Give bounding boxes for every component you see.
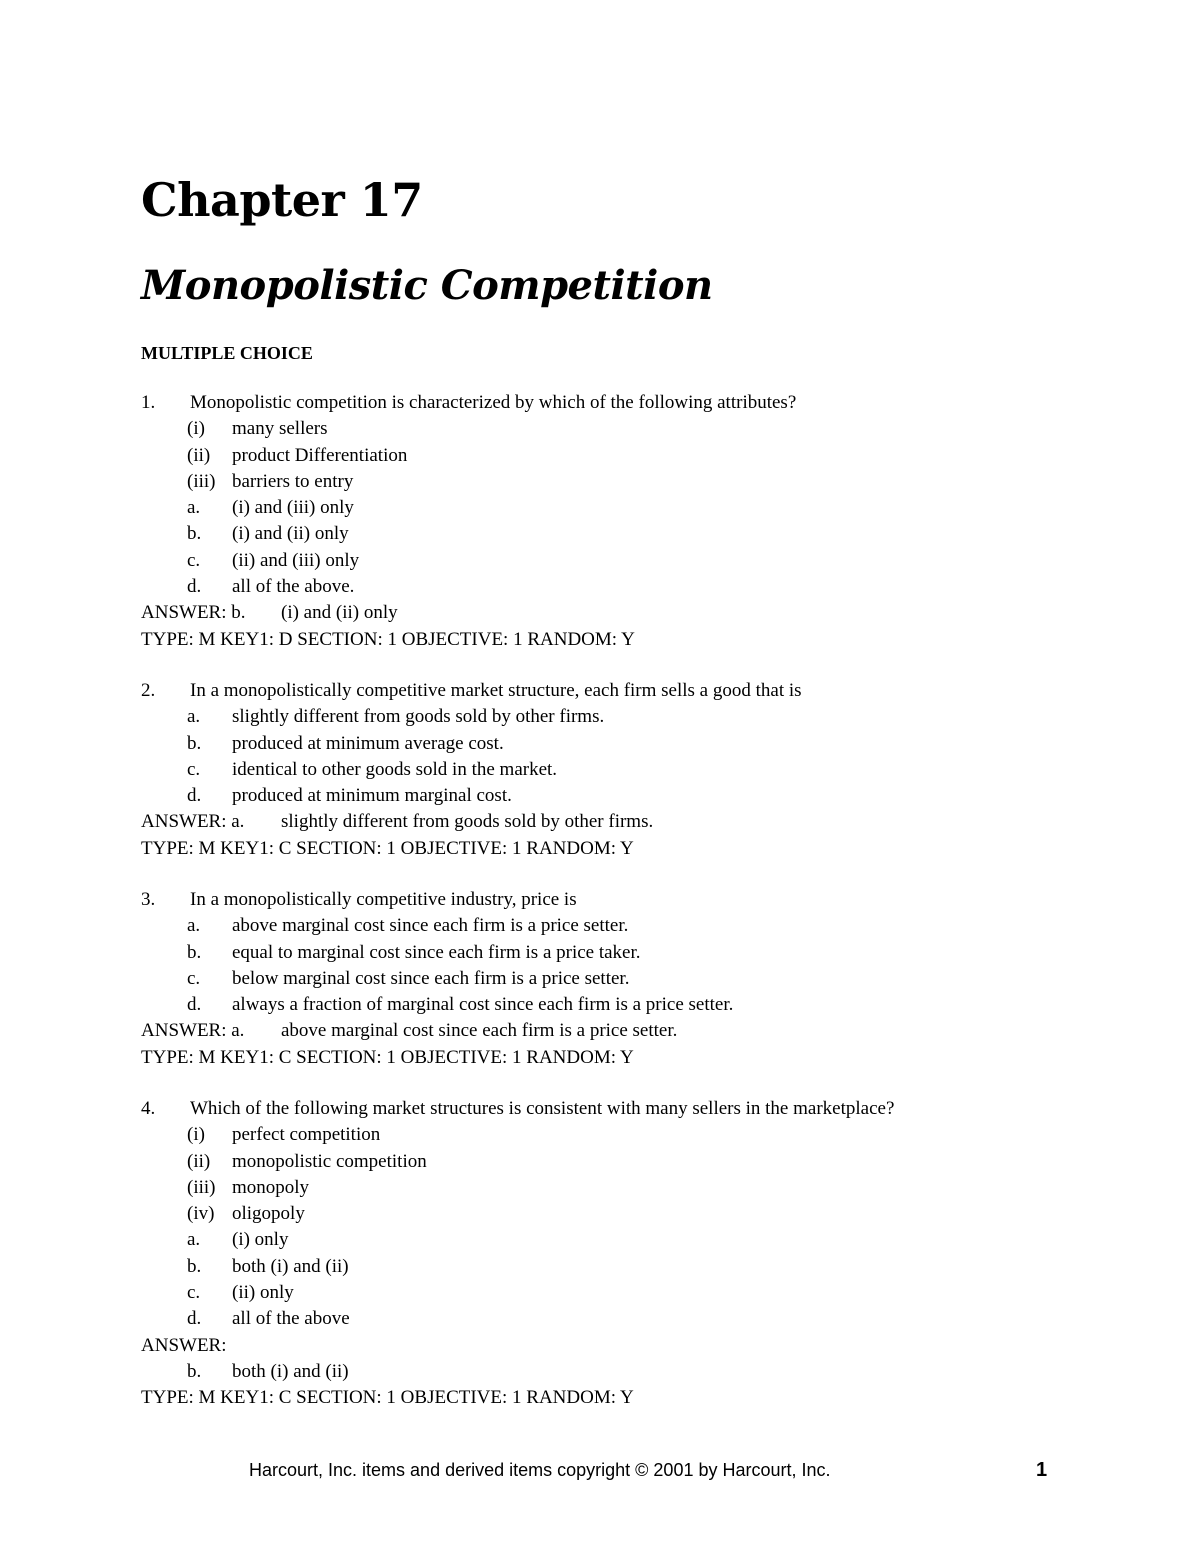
- option-label: c.: [187, 967, 201, 989]
- answer-option: [141, 574, 1141, 600]
- statement-item: [141, 1149, 1141, 1175]
- option-label: b.: [187, 1360, 202, 1382]
- answer-text: both (i) and (ii): [232, 1360, 349, 1382]
- question-meta: TYPE: M KEY1: C SECTION: 1 OBJECTIVE: 1 RANDOM: Y: [141, 1387, 634, 1409]
- option-label: d.: [187, 785, 202, 807]
- option-label: d.: [187, 1308, 202, 1330]
- option-text: equal to marginal cost since each firm is a price taker.: [232, 941, 641, 963]
- answer-option: [141, 548, 1141, 574]
- question-4: [141, 1096, 1141, 1412]
- chapter-title: Chapter 17: [141, 173, 423, 227]
- answer-option: [141, 521, 1141, 547]
- statement-text: many sellers: [232, 418, 328, 440]
- statement-text: barriers to entry: [232, 470, 354, 492]
- statement-text: product Differentiation: [232, 444, 408, 466]
- question-stem: Monopolistic competition is characterized by which of the following attributes?: [190, 392, 797, 413]
- option-label: c.: [187, 758, 201, 780]
- statement-item: [141, 416, 1141, 442]
- option-text: (i) only: [232, 1229, 289, 1251]
- answer-option: [141, 1254, 1141, 1280]
- option-text: produced at minimum average cost.: [232, 732, 504, 754]
- option-label: d.: [187, 994, 202, 1016]
- answer-line: [141, 1018, 1141, 1044]
- question-meta: TYPE: M KEY1: D SECTION: 1 OBJECTIVE: 1 RANDOM: Y: [141, 628, 635, 650]
- section-heading: MULTIPLE CHOICE: [141, 343, 313, 363]
- answer-option: [141, 757, 1141, 783]
- option-label: a.: [187, 915, 201, 937]
- answer-key: ANSWER: a.: [141, 1020, 245, 1042]
- statement-label: (i): [187, 1124, 205, 1146]
- statement-label: (ii): [187, 1150, 211, 1172]
- question-stem-line: [141, 887, 1141, 913]
- statement-label: (iv): [187, 1203, 215, 1225]
- statement-label: (iii): [187, 470, 216, 492]
- question-number: 2.: [141, 680, 156, 701]
- option-label: c.: [187, 549, 201, 571]
- option-text: (i) and (iii) only: [232, 497, 354, 519]
- option-label: a.: [187, 497, 201, 519]
- answer-option: [141, 704, 1141, 730]
- statement-text: monopolistic competition: [232, 1150, 427, 1172]
- option-label: b.: [187, 523, 202, 545]
- statement-label: (ii): [187, 444, 211, 466]
- question-stem: In a monopolistically competitive industry, price is: [190, 889, 577, 910]
- option-text: identical to other goods sold in the market.: [232, 758, 558, 780]
- question-2: [141, 678, 1141, 862]
- answer-line: [141, 600, 1141, 626]
- answer-option: [141, 1280, 1141, 1306]
- option-text: below marginal cost since each firm is a price setter.: [232, 967, 630, 989]
- option-text: (i) and (ii) only: [232, 523, 349, 545]
- statement-text: perfect competition: [232, 1124, 381, 1146]
- question-3: [141, 887, 1141, 1071]
- statement-item: [141, 1175, 1141, 1201]
- answer-line: [141, 809, 1141, 835]
- option-text: (ii) only: [232, 1282, 294, 1304]
- option-label: d.: [187, 576, 202, 598]
- statement-label: (iii): [187, 1176, 216, 1198]
- question-number: 4.: [141, 1098, 156, 1119]
- option-label: a.: [187, 1229, 201, 1251]
- question-number: 1.: [141, 392, 156, 413]
- answer-option: [141, 913, 1141, 939]
- answer-option: [141, 966, 1141, 992]
- page-number: 1: [1036, 1459, 1048, 1481]
- statement-text: monopoly: [232, 1176, 310, 1198]
- statement-item: [141, 1122, 1141, 1148]
- answer-text: above marginal cost since each firm is a price setter.: [281, 1020, 678, 1042]
- option-text: both (i) and (ii): [232, 1255, 349, 1277]
- answer-option: [141, 1306, 1141, 1332]
- statement-item: [141, 469, 1141, 495]
- question-stem: In a monopolistically competitive market structure, each firm sells a good that is: [190, 680, 802, 701]
- option-label: a.: [187, 706, 201, 728]
- answer-option-line: [141, 1359, 1141, 1385]
- question-number: 3.: [141, 889, 156, 910]
- statement-item: [141, 443, 1141, 469]
- option-text: all of the above: [232, 1308, 350, 1330]
- answer-key: ANSWER: b.: [141, 602, 246, 624]
- answer-option: [141, 783, 1141, 809]
- option-text: above marginal cost since each firm is a price setter.: [232, 915, 629, 937]
- option-label: c.: [187, 1282, 201, 1304]
- question-meta: TYPE: M KEY1: C SECTION: 1 OBJECTIVE: 1 RANDOM: Y: [141, 837, 634, 859]
- option-label: b.: [187, 1255, 202, 1277]
- statement-text: oligopoly: [232, 1203, 305, 1225]
- copyright-notice: Harcourt, Inc. items and derived items copyright © 2001 by Harcourt, Inc.: [249, 1460, 831, 1480]
- answer-text: slightly different from goods sold by other firms.: [281, 811, 654, 833]
- question-stem-line: [141, 678, 1141, 704]
- question-stem: Which of the following market structures is consistent with many sellers in the marketplace?: [190, 1098, 895, 1119]
- question-stem-line: [141, 1096, 1141, 1122]
- answer-option: [141, 1227, 1141, 1253]
- answer-key: ANSWER:: [141, 1334, 227, 1356]
- option-text: (ii) and (iii) only: [232, 549, 360, 571]
- answer-line: [141, 1333, 1141, 1359]
- answer-option: [141, 940, 1141, 966]
- option-text: slightly different from goods sold by other firms.: [232, 706, 605, 728]
- option-label: b.: [187, 732, 202, 754]
- option-label: b.: [187, 941, 202, 963]
- answer-option: [141, 495, 1141, 521]
- answer-option: [141, 992, 1141, 1018]
- answer-key: ANSWER: a.: [141, 811, 245, 833]
- answer-text: (i) and (ii) only: [281, 602, 398, 624]
- answer-option: [141, 731, 1141, 757]
- option-text: always a fraction of marginal cost since each firm is a price setter.: [232, 994, 734, 1016]
- statement-item: [141, 1201, 1141, 1227]
- question-1: [141, 390, 1141, 653]
- option-text: all of the above.: [232, 576, 355, 598]
- question-meta: TYPE: M KEY1: C SECTION: 1 OBJECTIVE: 1 RANDOM: Y: [141, 1046, 634, 1068]
- chapter-subtitle: Monopolistic Competition: [141, 262, 713, 309]
- statement-label: (i): [187, 418, 205, 440]
- option-text: produced at minimum marginal cost.: [232, 785, 512, 807]
- question-stem-line: [141, 390, 1141, 416]
